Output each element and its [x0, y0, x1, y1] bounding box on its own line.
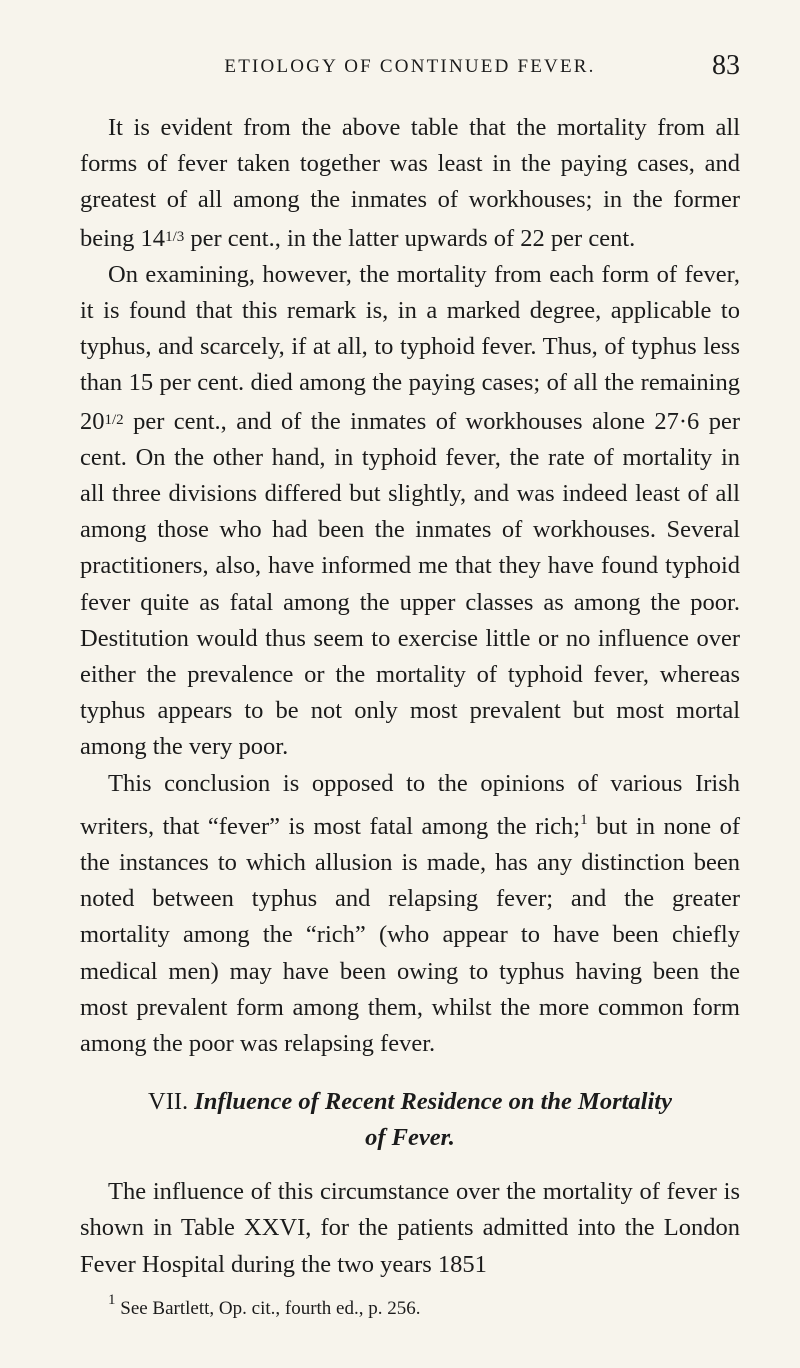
section-title-part-2: of Fever.	[365, 1124, 455, 1152]
paragraph-2-text-a: On examining, however, the mortality from each form of fever, it is found that this remark is, in a marked degree, applicable to typhus, and scarcely, if at all, to typhoid fever. Thus, of typhus less than 15 per cent. died among the paying cases; of all the remaining 20	[80, 260, 740, 435]
running-head	[80, 50, 740, 80]
paragraph-3-text-a: This conclusion is opposed to the opinions of various Irish writers, that “fever” is most fatal among the rich;	[80, 769, 740, 840]
fraction-one-half: 1/2	[104, 411, 124, 428]
paragraph-1-text-a: It is evident from the above table that the mortality from all forms of fever taken together was least in the paying cases, and greatest of all among the inmates of workhouses; in the former being 14	[80, 114, 740, 252]
paragraph-3-text-b: but in none of the instances to which allusion is made, has any distinction been noted between typhus and relapsing fever; and the greater mortality among the “rich” (who appear to have been chiefly medical men) may have been owing to typhus having been the most prevalent form among them, whilst the more common form among the poor was relapsing fever.	[80, 812, 740, 1058]
section-number: VII.	[148, 1088, 189, 1116]
paragraph-2	[80, 257, 740, 766]
page-number: 83	[712, 50, 740, 81]
footnote-text: See Bartlett, Op. cit., fourth ed., p. 256.	[115, 1297, 421, 1319]
fraction-one-third: 1/3	[165, 228, 185, 245]
paragraph-1-text-b: per cent., in the latter upwards of 22 per cent.	[184, 224, 636, 252]
running-title: ETIOLOGY OF CONTINUED FEVER.	[224, 56, 596, 77]
section-heading	[80, 1084, 740, 1156]
footnote-marker: 1	[108, 1291, 116, 1308]
paragraph-1	[80, 110, 740, 257]
section-title-part-1: Influence of Recent Residence on the Mortality	[194, 1088, 672, 1116]
book-page	[80, 50, 740, 1322]
paragraph-2-text-b: per cent., and of the inmates of workhouses alone 27·6 per cent. On the other hand, in typhoid fever, the rate of mortality in all three divisions differed but slightly, and was indeed least of all among those who had been the inmates of workhouses. Several practitioners, also, have informed me that they have found typhoid fever quite as fatal among the upper classes as among the poor. Destitution would thus seem to exercise little or no influence over either the prevalence or the mortality of typhoid fever, whereas typhus appears to be not only most prevalent but most mortal among the very poor.	[80, 407, 740, 761]
section-heading-line-1	[80, 1084, 740, 1120]
footnote	[80, 1287, 740, 1322]
paragraph-4: The influence of this circumstance over the mortality of fever is shown in Table XXVI, for the patients admitted into the London Fever Hospital during the two years 1851	[80, 1178, 740, 1278]
footnote-reference: 1	[580, 811, 588, 828]
paragraph-3	[80, 766, 740, 1063]
